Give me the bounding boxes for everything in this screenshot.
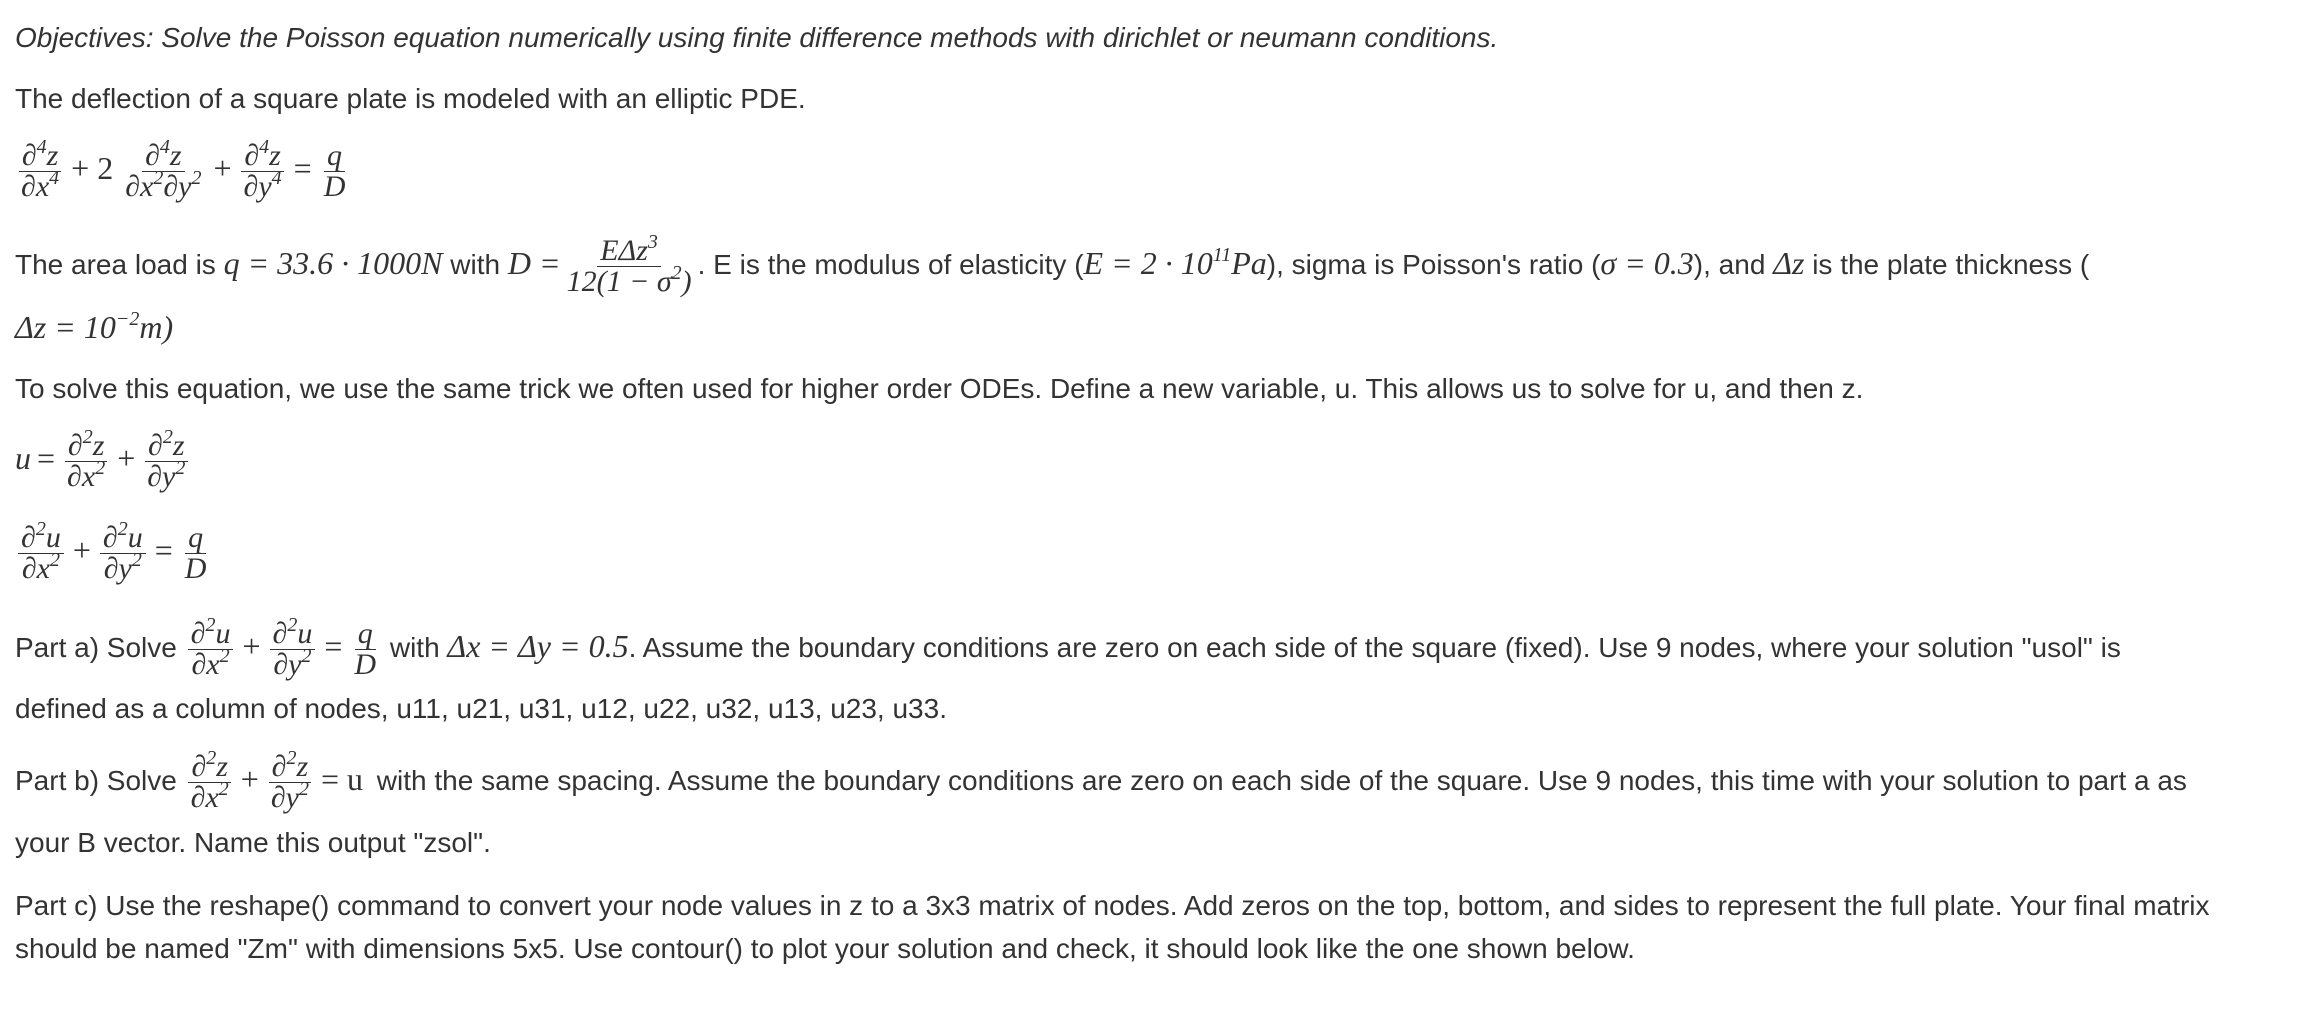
and-text: ), and [1693,249,1766,280]
sigma-text: ), sigma is Poisson's ratio ( [1266,249,1601,280]
thickness-text: is the plate thickness ( [1812,249,2090,280]
part-b-label: Part b) Solve [15,765,177,796]
u-definition-equation: u = $\frac{\partial^2z}{\partial x^2}$ + $\frac{\partial^2z}{\partial y^2}$ [15,426,191,492]
trick-text: To solve this equation, we use the same trick we often used for higher order ODEs. Define a new variable, u. This allows us to solve for u, and then z. [15,373,1864,404]
sigma-value: σ = 0.3 [1600,245,1694,281]
part-b-description: with the same spacing. Assume the boundary conditions are zero on each side of the square. Use 9 nodes, this time with your solution to part a as [376,765,2187,796]
biharmonic-equation: $\frac{\partial^4z}{\partial x^4}$ + 2 $\frac{\partial^4z}{\partial x^2\partial y^2}$ + $\frac{\partial^4z}{\partial y^4}$ = $\frac{q}{D}$ [15,136,351,202]
u-poisson-equation: $\frac{\partial^2u}{\partial x^2}$ + $\frac{\partial^2u}{\partial y^2}$ = $\frac{q}{D}$ [15,518,212,584]
modulus-text: . E is the modulus of elasticity ( [697,249,1084,280]
part-a-label: Part a) Solve [15,632,177,663]
part-a-line1 [15,612,2121,682]
part-a-description: . Assume the boundary conditions are zero on each side of the square (fixed). Use 9 nodes, where your solution "usol" is [628,632,2121,663]
d-definition: D = $\frac{E\Delta z^3}{12(1 - \sigma^2)}$ [507,231,692,299]
part-c-line2: should be named "Zm" with dimensions 5x5. Use contour() to plot your solution and check, it should look like the one shown below. [15,933,1635,964]
part-c-line1: Part c) Use the reshape() command to convert your node values in z to a 3x3 matrix of nodes. Add zeros on the top, bottom, and sides to represent the full plate. Your final matrix [15,890,2210,921]
part-a-with: with [389,632,440,663]
dz-value: $\Delta z = 10^{-2}m$) [15,308,174,345]
intro-text: The deflection of a square plate is modeled with an elliptic PDE. [15,83,806,114]
part-a-line2: defined as a column of nodes, u11, u21, u31, u12, u22, u32, u13, u23, u33. [15,693,947,724]
spacing-value: Δx = Δy = 0.5 [447,628,629,664]
part-b-line2: your B vector. Name this output "zsol". [15,827,491,858]
part-b-equation: $\frac{\partial^2z}{\partial x^2}$ + $\frac{\partial^2z}{\partial y^2}$ = u [185,761,369,797]
part-a-equation: $\frac{\partial^2u}{\partial x^2}$ + $\frac{\partial^2u}{\partial y^2}$ = $\frac{q}{D}$ [185,628,382,664]
area-load-text: The area load is [15,249,216,280]
q-value: q = 33.6 · 1000N [223,245,443,281]
e-value: $E = 2 \cdot 10^{11}Pa$ [1083,244,1267,281]
dz-symbol: Δz [1773,245,1805,281]
objectives-text: Objectives: Solve the Poisson equation numerically using finite difference methods with dirichlet or neumann conditions. [15,22,1499,53]
with-text: with [450,249,501,280]
area-load-line [15,228,2089,300]
part-b-line1 [15,745,2187,815]
